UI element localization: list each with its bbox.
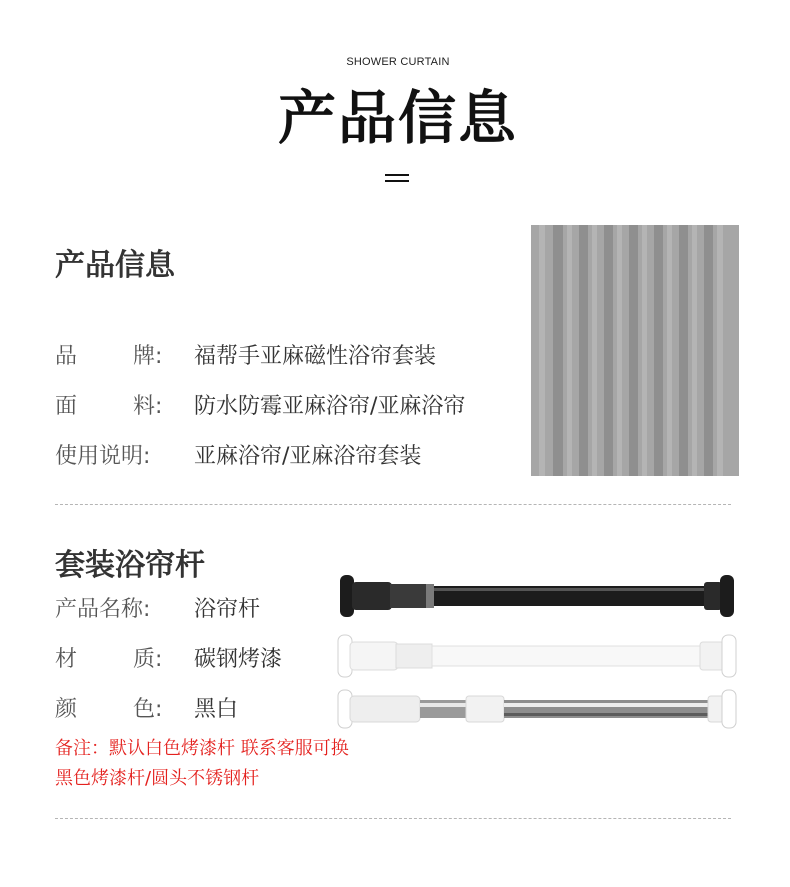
section-divider (55, 504, 731, 505)
section-eyebrow: SHOWER CURTAIN (346, 56, 450, 68)
info-label-brand: 品 牌: (55, 344, 163, 369)
info-value-fabric: 防水防霉亚麻浴帘/亚麻浴帘 (194, 394, 466, 419)
rod-section-title: 套装浴帘杆 (55, 548, 205, 583)
rod-label-name: 产品名称: (55, 597, 151, 622)
rod-value-name: 浴帘杆 (194, 597, 261, 622)
rod-value-color: 黑白 (194, 697, 239, 722)
info-label-fabric: 面 料: (55, 394, 163, 419)
rod-label-material: 材 质: (55, 647, 163, 672)
bottom-divider (55, 818, 731, 819)
rod-value-material: 碳钢烤漆 (194, 647, 283, 672)
black-rod (340, 575, 734, 617)
curtain-product-image (531, 225, 739, 476)
note-line-2: 黑色烤漆杆/圆头不锈钢杆 (55, 768, 260, 789)
curtain-rods-image (332, 570, 742, 730)
info-value-usage: 亚麻浴帘/亚麻浴帘套装 (194, 444, 422, 469)
note-line-1: 备注：默认白色烤漆杆 联系客服可换 (55, 738, 349, 759)
info-label-usage: 使用说明: (55, 444, 151, 469)
info-section-title: 产品信息 (55, 248, 175, 283)
steel-rod (338, 690, 736, 728)
rod-label-color: 颜 色: (55, 697, 163, 722)
title-underline-mark (385, 174, 409, 182)
page-title: 产品信息 (277, 84, 518, 152)
info-value-brand: 福帮手亚麻磁性浴帘套装 (194, 344, 437, 369)
white-rod (338, 635, 736, 677)
